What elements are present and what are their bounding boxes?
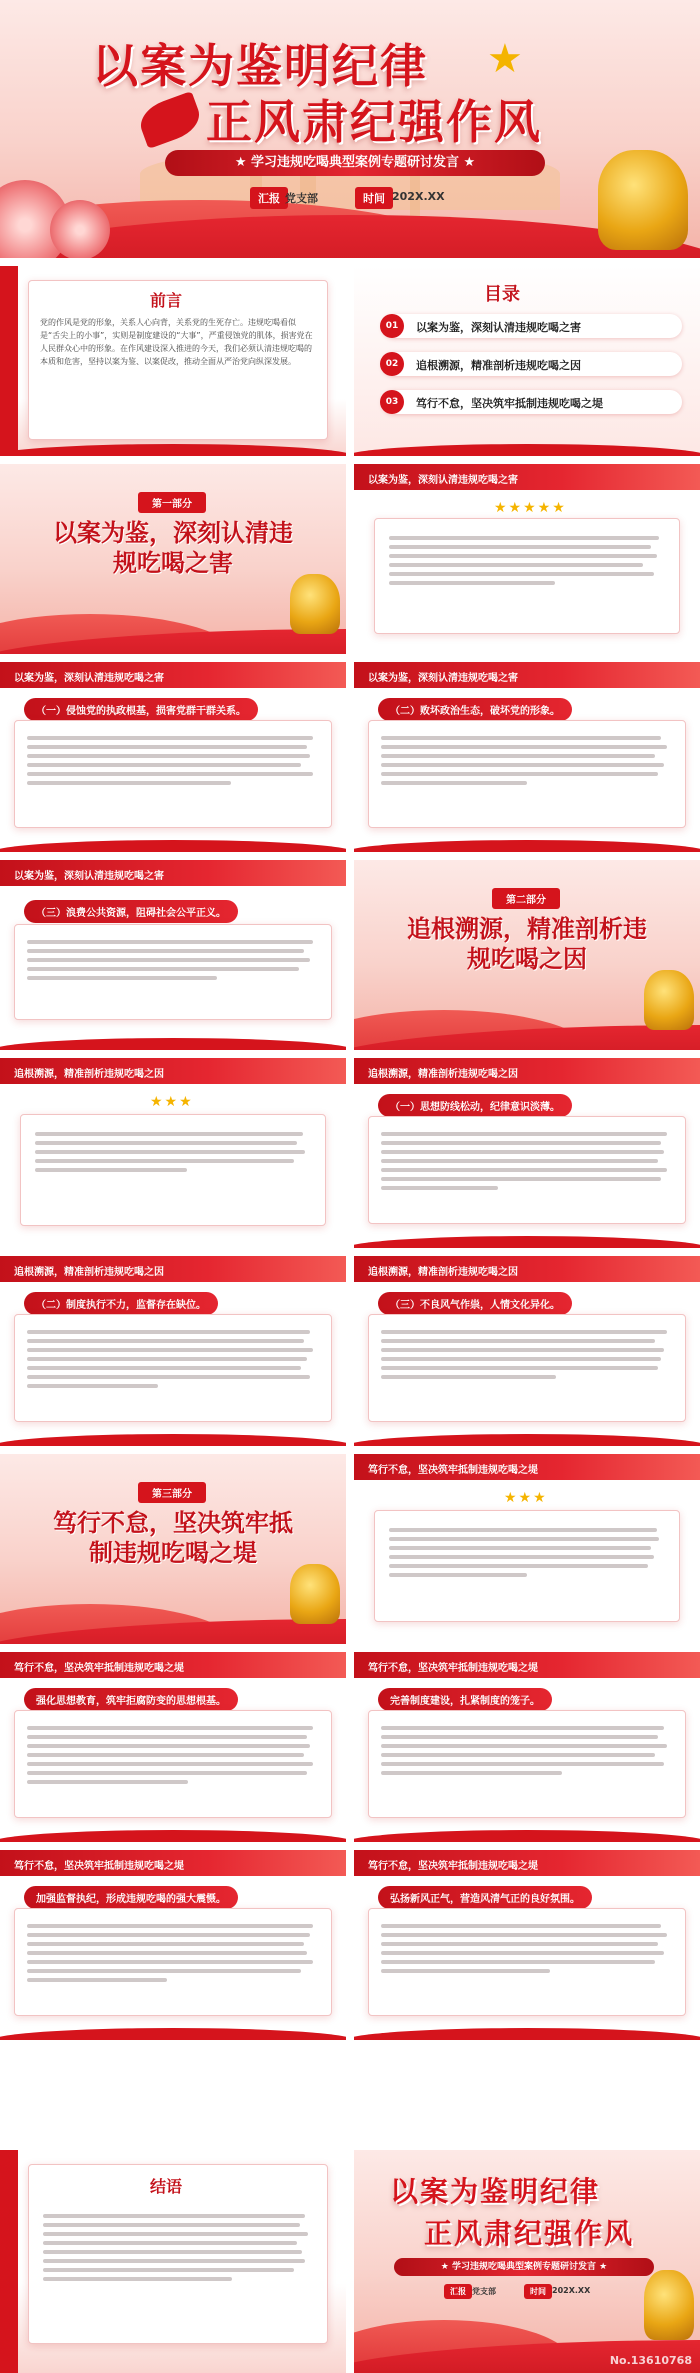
- conclusion-title: 结语: [150, 2177, 183, 2196]
- point-pill: 完善制度建设，扎紧制度的笼子。: [378, 1688, 552, 1711]
- text-line: [27, 1375, 310, 1379]
- text-line: [27, 1978, 167, 1982]
- text-line: [27, 1942, 304, 1946]
- slide-header: 以案为鉴，深刻认清违规吃喝之害: [354, 662, 700, 688]
- point-pill: （一）侵蚀党的执政根基，损害党群干群关系。: [24, 698, 258, 721]
- left-red-bar: [0, 2150, 18, 2373]
- text-line: [381, 1933, 667, 1937]
- text-lines: [15, 1315, 331, 1403]
- content-slide[interactable]: [354, 1454, 700, 1644]
- content-slide[interactable]: [0, 1058, 346, 1248]
- stars-decoration: ★★★: [150, 1094, 194, 1110]
- footer-wave: [0, 1434, 346, 1446]
- content-card: [374, 518, 680, 634]
- part-pill: 第二部分: [492, 888, 560, 909]
- content-slide[interactable]: [0, 1652, 346, 1842]
- slide-header: 笃行不怠，坚决筑牢抵制违规吃喝之堤: [0, 1850, 346, 1876]
- text-lines: [21, 1115, 325, 1189]
- part3-slide[interactable]: [0, 1454, 346, 1644]
- closing-slide[interactable]: [354, 2150, 700, 2373]
- text-line: [381, 1177, 661, 1181]
- text-line: [381, 772, 658, 776]
- slide-header: 笃行不怠，坚决筑牢抵制违规吃喝之堤: [354, 1652, 700, 1678]
- text-line: [381, 1924, 661, 1928]
- text-line: [35, 1150, 305, 1154]
- text-line: [27, 1339, 304, 1343]
- text-line: [381, 1375, 556, 1379]
- text-line: [27, 949, 304, 953]
- text-line: [381, 736, 661, 740]
- text-line: [43, 2277, 232, 2281]
- footer-wave: [354, 1236, 700, 1248]
- text-line: [27, 1366, 301, 1370]
- text-line: [27, 736, 313, 740]
- text-line: [27, 763, 301, 767]
- text-lines: [375, 519, 679, 602]
- part2-title-line2: 规吃喝之因: [467, 944, 587, 973]
- text-line: [27, 781, 231, 785]
- part2-title: [364, 914, 690, 974]
- text-line: [381, 1951, 664, 1955]
- text-line: [381, 1744, 667, 1748]
- golden-lion-icon: [644, 2270, 694, 2340]
- text-line: [35, 1168, 187, 1172]
- text-line: [27, 1384, 158, 1388]
- star-icon: ★: [487, 36, 523, 82]
- text-lines: [15, 1909, 331, 1997]
- part3-title: [10, 1508, 336, 1568]
- point-pill: （一）思想防线松动，纪律意识淡薄。: [378, 1094, 572, 1117]
- text-line: [389, 1555, 654, 1559]
- reporter-label: 汇报: [250, 187, 288, 209]
- text-line: [27, 1744, 310, 1748]
- footer-wave: [354, 840, 700, 852]
- text-line: [389, 1573, 527, 1577]
- text-line: [381, 781, 527, 785]
- text-line: [35, 1159, 294, 1163]
- text-line: [381, 1186, 498, 1190]
- text-line: [389, 545, 651, 549]
- agenda-num: 01: [380, 314, 404, 338]
- content-card: [14, 924, 332, 1020]
- content-slide[interactable]: [354, 1058, 700, 1248]
- text-line: [381, 1348, 664, 1352]
- text-line: [381, 754, 655, 758]
- agenda-slide[interactable]: [354, 266, 700, 456]
- time-value: 202X.XX: [392, 190, 445, 203]
- content-card: [368, 1908, 686, 2016]
- content-card: [14, 720, 332, 828]
- footer-wave: [354, 1830, 700, 1842]
- text-lines: [369, 1909, 685, 1988]
- text-line: [389, 1537, 659, 1541]
- part1-title: [10, 518, 336, 578]
- text-lines: [15, 1711, 331, 1799]
- text-line: [27, 1780, 188, 1784]
- watermark-number: No.13610768: [609, 2354, 692, 2367]
- text-line: [381, 1735, 658, 1739]
- text-line: [27, 1951, 307, 1955]
- text-line: [43, 2250, 302, 2254]
- text-lines: [369, 721, 685, 800]
- slide-header: 以案为鉴，深刻认清违规吃喝之害: [0, 662, 346, 688]
- content-slide[interactable]: [354, 1850, 700, 2040]
- text-line: [381, 1132, 667, 1136]
- text-line: [389, 1564, 648, 1568]
- content-card: [20, 1114, 326, 1226]
- footer-wave: [0, 1038, 346, 1050]
- reporter-label: 汇报: [444, 2284, 472, 2299]
- text-line: [389, 563, 643, 567]
- point-pill: （三）浪费公共资源，阻碍社会公平正义。: [24, 900, 238, 923]
- text-line: [27, 1357, 307, 1361]
- text-line: [381, 1753, 655, 1757]
- agenda-title: 目录: [484, 284, 520, 305]
- text-line: [27, 1753, 304, 1757]
- golden-lion-icon: [644, 970, 694, 1030]
- time-label: 时间: [524, 2284, 552, 2299]
- slide-header: 笃行不怠，坚决筑牢抵制违规吃喝之堤: [354, 1850, 700, 1876]
- content-card: [368, 720, 686, 828]
- text-line: [389, 1528, 657, 1532]
- text-line: [27, 1933, 310, 1937]
- text-line: [381, 1357, 661, 1361]
- text-lines: [369, 1711, 685, 1790]
- slide-header: 笃行不怠，坚决筑牢抵制违规吃喝之堤: [0, 1652, 346, 1678]
- part1-title-line2: 规吃喝之害: [113, 548, 233, 577]
- conclusion-slide[interactable]: [0, 2150, 346, 2373]
- golden-lion-icon: [290, 574, 340, 634]
- slide-header: 以案为鉴，深刻认清违规吃喝之害: [0, 860, 346, 886]
- preface-title: 前言: [150, 291, 183, 310]
- slide-header: 追根溯源，精准剖析违规吃喝之因: [0, 1058, 346, 1084]
- text-line: [43, 2214, 305, 2218]
- agenda-item-1[interactable]: [382, 314, 682, 338]
- content-slide[interactable]: [0, 662, 346, 852]
- footer-wave: [354, 444, 700, 456]
- text-line: [27, 1330, 310, 1334]
- text-line: [27, 1960, 313, 1964]
- slide-header: 以案为鉴，深刻认清违规吃喝之害: [354, 464, 700, 490]
- footer-wave: [0, 840, 346, 852]
- text-line: [381, 1960, 655, 1964]
- text-line: [381, 1330, 667, 1334]
- text-line: [43, 2232, 308, 2236]
- text-line: [381, 1762, 664, 1766]
- cover-title-line2: 正风肃纪强作风: [206, 95, 542, 149]
- text-line: [381, 745, 667, 749]
- content-slide[interactable]: [354, 1652, 700, 1842]
- text-line: [389, 572, 654, 576]
- text-line: [43, 2241, 297, 2245]
- content-card: [368, 1314, 686, 1422]
- text-line: [381, 1771, 562, 1775]
- agenda-num: 03: [380, 390, 404, 414]
- slide-header: 笃行不怠，坚决筑牢抵制违规吃喝之堤: [354, 1454, 700, 1480]
- footer-wave: [0, 2028, 346, 2040]
- text-line: [389, 536, 659, 540]
- text-line: [381, 1150, 664, 1154]
- text-line: [27, 1771, 307, 1775]
- text-lines: [369, 1117, 685, 1205]
- point-pill: （二）制度执行不力，监督存在缺位。: [24, 1292, 218, 1315]
- text-line: [381, 1168, 667, 1172]
- text-line: [381, 1339, 655, 1343]
- text-line: [43, 2223, 300, 2227]
- cover-title-line1: 以案为鉴明纪律: [92, 39, 428, 93]
- text-line: [27, 976, 217, 980]
- point-pill: （三）不良风气作祟，人情文化异化。: [378, 1292, 572, 1315]
- agenda-item-3[interactable]: [382, 390, 682, 414]
- text-line: [389, 581, 555, 585]
- slide-header: 追根溯源，精准剖析违规吃喝之因: [0, 1256, 346, 1282]
- content-slide[interactable]: [0, 860, 346, 1050]
- point-pill: 加强监督执纪，形成违规吃喝的强大震慑。: [24, 1886, 238, 1909]
- text-lines: [375, 1511, 679, 1594]
- text-line: [35, 1141, 297, 1145]
- content-card: [368, 1116, 686, 1224]
- closing-subtitle: ★ 学习违规吃喝典型案例专题研讨发言 ★: [394, 2258, 654, 2276]
- text-line: [27, 745, 307, 749]
- agenda-label: 笃行不怠，坚决筑牢抵制违规吃喝之堤: [416, 397, 603, 410]
- text-line: [381, 763, 664, 767]
- left-red-bar: [0, 266, 18, 456]
- agenda-label: 以案为鉴，深刻认清违规吃喝之害: [416, 321, 581, 334]
- closing-title-line2: 正风肃纪强作风: [424, 2217, 635, 2250]
- footer-wave: [0, 1830, 346, 1842]
- text-line: [27, 772, 313, 776]
- stars-decoration: ★★★★★: [494, 500, 567, 516]
- text-line: [27, 754, 310, 758]
- text-line: [27, 958, 310, 962]
- point-pill: （二）败坏政治生态，破坏党的形象。: [378, 698, 572, 721]
- text-line: [389, 554, 657, 558]
- preface-slide[interactable]: [0, 266, 346, 456]
- part-pill: 第一部分: [138, 492, 206, 513]
- part1-title-line1: 以案为鉴，深刻认清违: [53, 518, 293, 547]
- text-lines: [15, 721, 331, 800]
- footer-wave: [0, 444, 346, 456]
- content-card: [374, 1510, 680, 1622]
- text-line: [35, 1132, 303, 1136]
- part3-title-line2: 制违规吃喝之堤: [89, 1538, 257, 1567]
- text-line: [27, 1969, 301, 1973]
- agenda-label: 追根溯源，精准剖析违规吃喝之因: [416, 359, 581, 372]
- reporter-value: 党支部: [472, 2287, 496, 2296]
- red-flag-icon: [135, 91, 205, 149]
- part2-slide[interactable]: [354, 860, 700, 1050]
- content-slide[interactable]: [354, 1256, 700, 1446]
- text-line: [389, 1546, 651, 1550]
- text-line: [381, 1366, 658, 1370]
- part2-title-line1: 追根溯源，精准剖析违: [407, 914, 647, 943]
- content-card: [14, 1314, 332, 1422]
- text-line: [381, 1969, 550, 1973]
- time-label: 时间: [355, 187, 393, 209]
- content-slide[interactable]: [0, 1850, 346, 2040]
- content-slide[interactable]: [0, 1256, 346, 1446]
- footer-wave: [354, 1434, 700, 1446]
- text-line: [43, 2268, 294, 2272]
- golden-lion-icon: [598, 150, 688, 250]
- text-line: [27, 1726, 313, 1730]
- content-slide[interactable]: [354, 662, 700, 852]
- text-line: [27, 967, 299, 971]
- text-lines: [369, 1315, 685, 1394]
- content-slide[interactable]: [354, 464, 700, 654]
- golden-lion-icon: [290, 1564, 340, 1624]
- text-line: [27, 1762, 313, 1766]
- stars-decoration: ★★★: [504, 1490, 548, 1506]
- cover-slide[interactable]: [0, 0, 700, 258]
- cover-subtitle: ★ 学习违规吃喝典型案例专题研讨发言 ★: [165, 150, 545, 176]
- peony-flower-icon: [50, 200, 110, 258]
- part1-slide[interactable]: [0, 464, 346, 654]
- preface-body: 党的作风是党的形象，关系人心向背，关系党的生死存亡。违规吃喝看似是“舌尖上的小事”，实则是制度建设的“大事”，严重侵蚀党的肌体，损害党在人民群众心中的形象。在作风建设深入推进的今天，我们必须认清违规吃喝的本质和危害，坚持以案为鉴、以案促改，推动全面从严治党向纵深发展。: [40, 318, 313, 366]
- content-card: [14, 1908, 332, 2016]
- text-line: [381, 1726, 664, 1730]
- text-line: [43, 2259, 305, 2263]
- point-pill: 弘扬新风正气，营造风清气正的良好氛围。: [378, 1886, 592, 1909]
- point-pill: 强化思想教育，筑牢拒腐防变的思想根基。: [24, 1688, 238, 1711]
- footer-wave: [354, 2028, 700, 2040]
- part3-title-line1: 笃行不怠，坚决筑牢抵: [53, 1508, 293, 1537]
- text-lines: [15, 925, 331, 995]
- slide-header: 追根溯源，精准剖析违规吃喝之因: [354, 1256, 700, 1282]
- time-value: 202X.XX: [552, 2286, 591, 2295]
- text-line: [381, 1159, 658, 1163]
- text-line: [27, 940, 313, 944]
- reporter-value: 党支部: [285, 192, 318, 205]
- content-card: [368, 1710, 686, 1818]
- text-line: [27, 1348, 313, 1352]
- agenda-num: 02: [380, 352, 404, 376]
- slide-header: 追根溯源，精准剖析违规吃喝之因: [354, 1058, 700, 1084]
- agenda-item-2[interactable]: [382, 352, 682, 376]
- text-line: [27, 1735, 307, 1739]
- part-pill: 第三部分: [138, 1482, 206, 1503]
- text-line: [381, 1141, 661, 1145]
- closing-title-line1: 以案为鉴明纪律: [390, 2175, 601, 2208]
- content-card: [14, 1710, 332, 1818]
- text-line: [27, 1924, 313, 1928]
- text-line: [381, 1942, 658, 1946]
